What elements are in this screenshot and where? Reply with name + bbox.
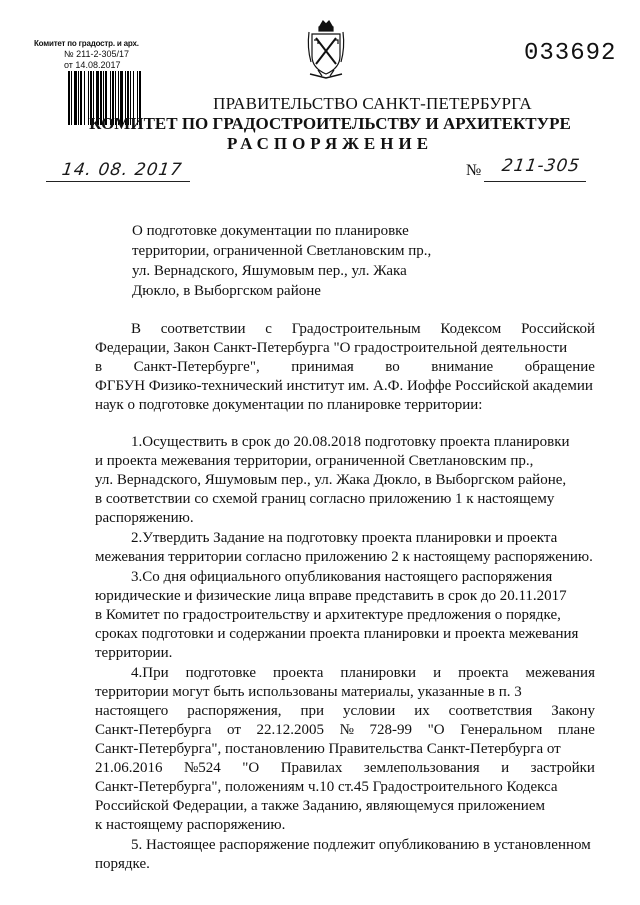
coat-of-arms-icon bbox=[306, 18, 346, 80]
committee-title: КОМИТЕТ ПО ГРАДОСТРОИТЕЛЬСТВУ И АРХИТЕКТУРЕ bbox=[89, 114, 571, 133]
text-line: территории могут быть использованы материалы, указанные в п. 3 bbox=[95, 684, 522, 700]
document-subject bbox=[132, 221, 452, 301]
order-item-2 bbox=[95, 529, 595, 567]
preamble bbox=[95, 320, 595, 415]
spacer bbox=[95, 415, 595, 432]
text-line: 21.06.2016 №524 "О Правилах землепользования и застройки bbox=[95, 760, 595, 776]
order-item-3 bbox=[95, 568, 595, 663]
text-line: к настоящему распоряжению. bbox=[95, 817, 286, 833]
document-body bbox=[95, 320, 595, 874]
text-line: и проекта межевания территории, ограниченной Светлановским пр., bbox=[95, 453, 534, 469]
text-line: ФГБУН Физико-технический институт им. А.Ф. Иоффе Российской академии bbox=[95, 378, 593, 394]
text-line: Российской Федерации, а также Заданию, являющемуся приложением bbox=[95, 798, 545, 814]
text-line: 2.Утвердить Задание на подготовку проекта планировки и проекта bbox=[131, 530, 558, 546]
text-line: юридические и физические лица вправе представить в срок до 20.11.2017 bbox=[95, 588, 567, 604]
text-line: В соответствии с Градостроительным Кодексом Российской bbox=[131, 321, 595, 337]
text-line: в соответствии со схемой границ согласно приложению 1 к настоящему bbox=[95, 491, 555, 507]
text-line: в Санкт-Петербурге", принимая во внимание обращение bbox=[95, 359, 595, 375]
document-number: 033692 bbox=[524, 40, 617, 67]
text-line: Санкт-Петербурга от 22.12.2005 № 728-99 "О Генеральном плане bbox=[95, 722, 595, 738]
date-underline bbox=[46, 181, 190, 182]
stamp-reg-number: № 211-2-305/17 bbox=[64, 49, 130, 59]
text-line: 1.Осуществить в срок до 20.08.2018 подготовку проекта планировки bbox=[131, 434, 570, 450]
text-line: в Комитет по градостроительству и архитектуре предложения о порядке, bbox=[95, 607, 561, 623]
subject-line: О подготовке документации по планировке bbox=[132, 223, 409, 239]
stamp-reg-date: от 14.08.2017 bbox=[64, 60, 121, 70]
document-date: 14. 08. 2017 bbox=[60, 160, 184, 180]
number-underline bbox=[484, 181, 586, 182]
text-line: распоряжению. bbox=[95, 510, 194, 526]
document-order-number: 211-305 bbox=[500, 156, 582, 176]
text-line: сроках подготовки и содержании проекта планировки и проекта межевания bbox=[95, 626, 579, 642]
text-line: Федерации, Закон Санкт-Петербурга "О градостроительной деятельности bbox=[95, 340, 568, 356]
text-line: 3.Со дня официального опубликования настоящего распоряжения bbox=[131, 569, 553, 585]
text-line: межевания территории согласно приложению 2 к настоящему распоряжению. bbox=[95, 549, 593, 565]
text-line: ул. Вернадского, Яшумовым пер., ул. Жака Дюкло, в Выборгском районе, bbox=[95, 472, 567, 488]
subject-line: ул. Вернадского, Яшумовым пер., ул. Жака bbox=[132, 263, 407, 279]
text-line: настоящего распоряжения, при условии их соответствия Закону bbox=[95, 703, 595, 719]
text-line: 4.При подготовке проекта планировки и проекта межевания bbox=[131, 665, 595, 681]
government-title: ПРАВИТЕЛЬСТВО САНКТ-ПЕТЕРБУРГА bbox=[213, 94, 532, 113]
text-line: 5. Настоящее распоряжение подлежит опубликованию в установленном bbox=[131, 837, 591, 853]
stamp-committee: Комитет по градостр. и арх. bbox=[34, 39, 139, 48]
document-type: РАСПОРЯЖЕНИЕ bbox=[226, 134, 434, 153]
subject-line: Дюкло, в Выборгском районе bbox=[132, 283, 321, 299]
text-line: порядке. bbox=[95, 856, 150, 872]
registration-stamp bbox=[34, 38, 149, 71]
text-line: территории. bbox=[95, 645, 173, 661]
order-item-4 bbox=[95, 664, 595, 835]
text-line: Санкт-Петербурга", постановлению Правительства Санкт-Петербурга от bbox=[95, 741, 561, 757]
subject-line: территории, ограниченной Светлановским пр., bbox=[132, 243, 432, 259]
order-item-1 bbox=[95, 433, 595, 528]
number-label: № bbox=[466, 162, 482, 179]
text-line: наук о подготовке документации по планировке территории: bbox=[95, 397, 483, 413]
order-item-5 bbox=[95, 836, 595, 874]
text-line: Санкт-Петербурга", положениям ч.10 ст.45 Градостроительного Кодекса bbox=[95, 779, 558, 795]
